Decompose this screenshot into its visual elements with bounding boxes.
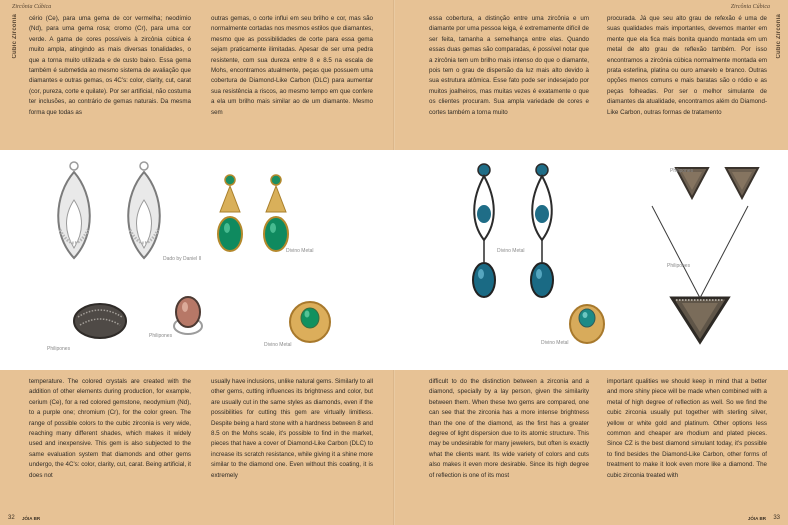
emerald-earring-left	[218, 175, 242, 251]
teal-drop-earrings-image	[462, 162, 567, 304]
caption-philipones-3: Philipones	[670, 168, 694, 174]
right-en-column-1: difficult to do the distinction between a zirconia and a diamond, specially by a lay person, given the similarity between them. When these two gems are compared, one can see that the zirconia has a more intense brightness than the one of the diamond, as the first has a greater degree of light dispersion due to its atomic structure. This may be undesirable for many jewelers, but often is exactly what the clients want. Its wide variety of colors and cuts also makes it even more desirable. Since its high degree of reflection is one of its most	[429, 378, 589, 479]
emerald-earring-right	[264, 175, 288, 251]
left-en-column-1: temperature. The colored crystals are created with the addition of other elements during production, for example, cerium (Ce), for a red colored gemstone, neodymium (Nd), to a purple one; chromium (Cr), for the color green. The range of possible colors to the cubic zirconia is very wide, reaching many different shades, which makes it widely used and inexpensive. This gem is also subjected to the same evaluation system that diamonds and other gems undergo, the 4C's: color, clarity, cut, carat. Being artificial, it does not	[29, 378, 191, 479]
pink-stone-ring-image	[168, 294, 208, 336]
right-magazine-logo: JÓIA BR	[747, 515, 766, 521]
caption-daniel: Dado by Daniel II	[163, 256, 202, 262]
left-magazine-logo: JÓIA BR	[22, 515, 41, 521]
right-side-label: Cubic Zirconia	[776, 14, 782, 59]
left-pt-column-1: cério (Ce), para uma gema de cor vermelha; neodímio (Nd), para uma gema rosa; cromo (Cr), para uma cor verde. A gama de cores possíveis à zircônia cúbica é muito ampla, atingindo as mais diversas tonalidades, o que a torna muito utilizada e de custo baixo. Essa gema também é submetida ao mesmo sistema de avaliação que diamantes e outras gemas, os 4C's: color, clarity, cut, carat (cor, pureza, corte e quilate). Por ser artificial, não costuma ter inclusões, ao contrário de gemas naturais. Da mesma forma que todas as	[29, 15, 191, 116]
caption-philipones-4: Philipones	[667, 263, 691, 269]
silver-earring-left	[58, 162, 90, 258]
caption-philipones-1: Philipones	[47, 346, 71, 352]
right-pt-column-1: essa cobertura, a distinção entre uma zircônia e um diamante por uma pessoa leiga, é extremamente difícil de ser feita, tamanha a semelhança entre elas. Quando essas duas gemas são comparadas, é possível notar que a zircônia tem um brilho mais intenso do que o diamante, pois tem o grau de dispersão da luz mais alto devido à sua estrutura atômica. Esse fato pode ser indesejado por muitos joalheiros, mas muitas vezes é exatamente o que os clientes procuram. Sua ampla variedade de cores e cortes também a torna muito	[429, 15, 589, 116]
right-page-number: 33	[773, 515, 780, 521]
gold-emerald-ring-image	[288, 296, 332, 344]
right-running-head: Zircônia Cúbica	[730, 4, 770, 10]
caption-divino-1: Divino Metal	[286, 248, 314, 254]
caption-divino-3: Divino Metal	[497, 248, 525, 254]
left-pt-column-2: outras gemas, o corte influi em seu brilho e cor, mas são normalmente cortadas nos mesmos estilos que diamantes, mesmo que as possibilidades de corte para essa gema sejam praticamente ilimitadas. Apesar de ser uma pedra resistente, com sua dureza entre 8 e 8.5 na escala de Mohs, encontramos atualmente, peças que possuem uma cobertura de Diamond-Like Carbon (DLC) para aumentar sua resistência a riscos, ao mesmo tempo em que confere a ela um brilho mais similar ao de um diamante. Mesmo sem	[211, 15, 373, 116]
caption-divino-4: Divino Metal	[541, 340, 569, 346]
left-en-column-2: usually have inclusions, unlike natural gems. Similarly to all other gems, cutting influences its brightness and color, but are usually cut in the same styles as diamonds, even if the possibilities for cutting this gem are virtually limitless. Despite being a hard stone with a hardness between 8 and 8.5 on the Mohs scale, it's possible to find in the market, pieces that have a cover of Diamond-Like Carbon (DLC) to increase its scratch resistance, while giving it a shine more similar to the diamond one. Even without this coating, it is extremely	[211, 378, 373, 479]
left-page-number: 32	[8, 515, 15, 521]
caption-philipones-2: Philipones	[149, 333, 173, 339]
teal-earring-left	[473, 164, 495, 297]
caption-divino-2: Divino Metal	[264, 342, 292, 348]
right-pt-column-2: procurada. Já que seu alto grau de refexão é uma de suas qualidades mais importantes, devemos manter em mente que ela fica mais bonita quando montada em um metal de alto grau de reflexão também. Por isso encontramos a zircônia cúbica normalmente montada em prata esterlina, platina ou ouro amarelo e branco. Outras opções menos comuns e mais baratas são o ródio e as peças folheadas. Por ser o melhor simulante de diamantes da atualidade, encontramos além do Diamond-Like Carbon, outras formas de tratamento	[607, 15, 767, 116]
left-side-label: Cubic Zirconia	[12, 14, 18, 59]
jewelry-photo-band	[0, 150, 788, 370]
silver-earring-right	[128, 162, 160, 258]
gold-teal-ring-image	[567, 296, 607, 346]
right-en-column-2: important qualities we should keep in mind that a better and more shiny piece will be made when combined with a metal of high degree of reflection as well. So we find the cubic zirconia usually put together with sterling silver, yellow or white gold and platinum. Other options less common and cheaper are rhodium and plated pieces. Since CZ is the best diamond simulant today, it's possible to find besides the Diamond-Like Carbon, other forms of treatment to make it look even more like a diamond. The cubic zirconia treated with	[607, 378, 767, 479]
pendant-necklace-image	[640, 202, 760, 347]
teal-earring-right	[531, 164, 553, 297]
silver-earrings-image	[52, 160, 182, 270]
left-running-head: Zircônia Cúbica	[12, 4, 52, 10]
dark-pave-ring-image	[70, 295, 130, 345]
triangle-earring-right	[726, 168, 758, 198]
